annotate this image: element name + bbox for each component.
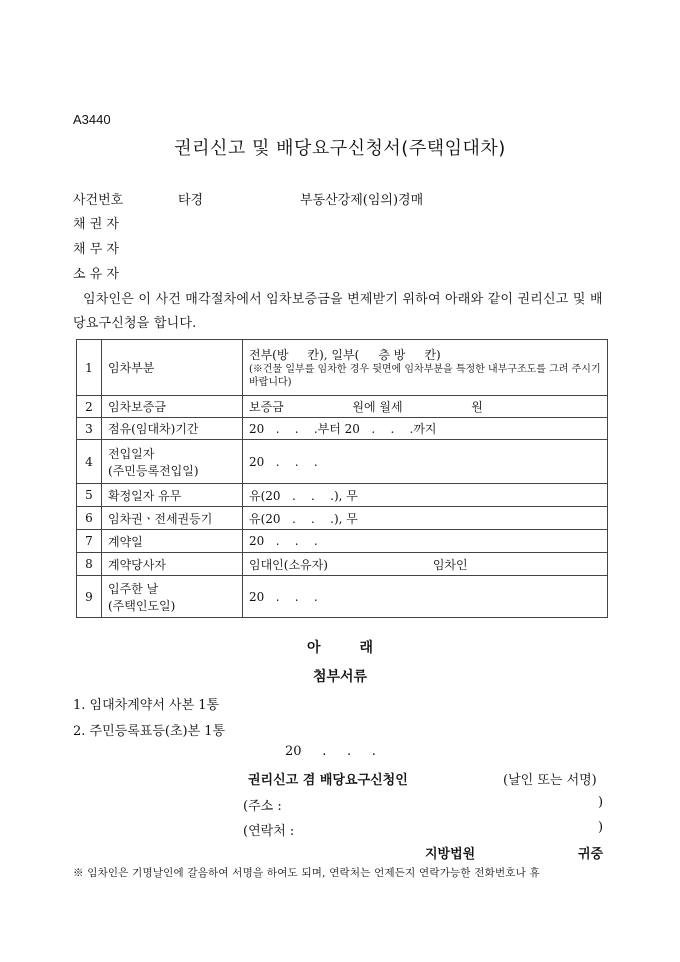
row-value: 보증금 원에 월세 원 [243, 396, 608, 418]
address-close: ) [598, 795, 604, 810]
row-item: 계약당사자 [102, 553, 243, 576]
contact-close: ) [598, 820, 604, 835]
table-row [77, 340, 608, 396]
row-number: 3 [77, 418, 102, 440]
row-number: 1 [77, 340, 102, 396]
row-item-line2: (주민등록전입일) [108, 463, 199, 478]
row-value: 유(20 . . .), 무 [243, 484, 608, 507]
row-item: 계약일 [102, 530, 243, 553]
row-number: 7 [77, 530, 102, 553]
row-number: 8 [77, 553, 102, 576]
applicant-label: 권리신고 겸 배당요구신청인 [248, 773, 408, 788]
row-value: 20 . . . [243, 440, 608, 484]
row-item [102, 440, 243, 484]
row-value [243, 340, 608, 396]
row-item [102, 576, 243, 618]
table-row [77, 507, 608, 530]
row-item-line1: 전입일자 [108, 446, 155, 461]
case-type: 부동산강제(임의)경매 [300, 193, 424, 208]
row-item: 임차부분 [102, 340, 243, 396]
table-row [77, 396, 608, 418]
row-value: 20 . . . [243, 576, 608, 618]
owner-label: 소 유 자 [73, 267, 119, 282]
row-note: (※건물 일부를 임차한 경우 뒷면에 임차부분을 특정한 내부구조도를 그려 주시기 바랍니다) [249, 364, 601, 388]
address-label: (주소 : [243, 799, 282, 814]
form-code: A3440 [73, 112, 111, 127]
debtor-label: 채 무 자 [73, 242, 119, 257]
below-heading: 아 래 [306, 640, 374, 656]
row-value: 20 . . .부터 20 . . .까지 [243, 418, 608, 440]
row-number: 4 [77, 440, 102, 484]
seal-note: (날인 또는 서명) [503, 773, 597, 788]
row-value: 유(20 . . .), 무 [243, 507, 608, 530]
table-row [77, 553, 608, 576]
page-title: 권리신고 및 배당요구신청서(주택임대차) [174, 138, 506, 159]
row-number: 2 [77, 396, 102, 418]
row-number: 6 [77, 507, 102, 530]
row-number: 9 [77, 576, 102, 618]
row-item: 임차권ㆍ전세권등기 [102, 507, 243, 530]
landlord-label: 임대인(소유자) [249, 557, 328, 572]
row-number: 5 [77, 484, 102, 507]
attachment-item: 2. 주민등록표등(초)본 1통 [73, 724, 226, 739]
creditor-label: 채 권 자 [73, 217, 119, 232]
case-number-value: 타경 [178, 193, 204, 208]
row-item: 점유(임대차)기간 [102, 418, 243, 440]
attachment-item: 1. 임대차계약서 사본 1통 [73, 698, 220, 713]
row-item-line1: 입주한 날 [108, 581, 159, 596]
table-row [77, 418, 608, 440]
contact-label: (연락처 : [243, 824, 295, 839]
table-row [77, 484, 608, 507]
attachments-heading: 첨부서류 [312, 669, 368, 685]
court-name: 지방법원 [425, 847, 476, 862]
footnote: ※ 임차인은 기명날인에 갈음하여 서명을 하여도 되며, 연락처는 언제든지 연락가능한 전화번호나 휴 [73, 867, 540, 879]
intro-text: 임차인은 이 사건 매각절차에서 임차보증금을 변제받기 위하여 아래와 같이 권리신고 및 배당요구신청을 합니다. [73, 292, 603, 331]
tenant-label: 임차인 [432, 557, 468, 572]
court-suffix: 귀중 [578, 847, 604, 862]
table-row [77, 576, 608, 618]
tenancy-table [76, 339, 608, 618]
row-item: 임차보증금 [102, 396, 243, 418]
row-value [243, 553, 608, 576]
row-item-line2: (주택인도일) [108, 598, 176, 613]
date-line: 20 . . . [285, 744, 376, 759]
table-row [77, 530, 608, 553]
row-item: 확정일자 유무 [102, 484, 243, 507]
row-value-text: 전부(방 칸), 일부( 층 방 칸) [249, 348, 441, 362]
case-number-label: 사건번호 [73, 193, 124, 208]
table-row [77, 440, 608, 484]
row-value: 20 . . . [243, 530, 608, 553]
